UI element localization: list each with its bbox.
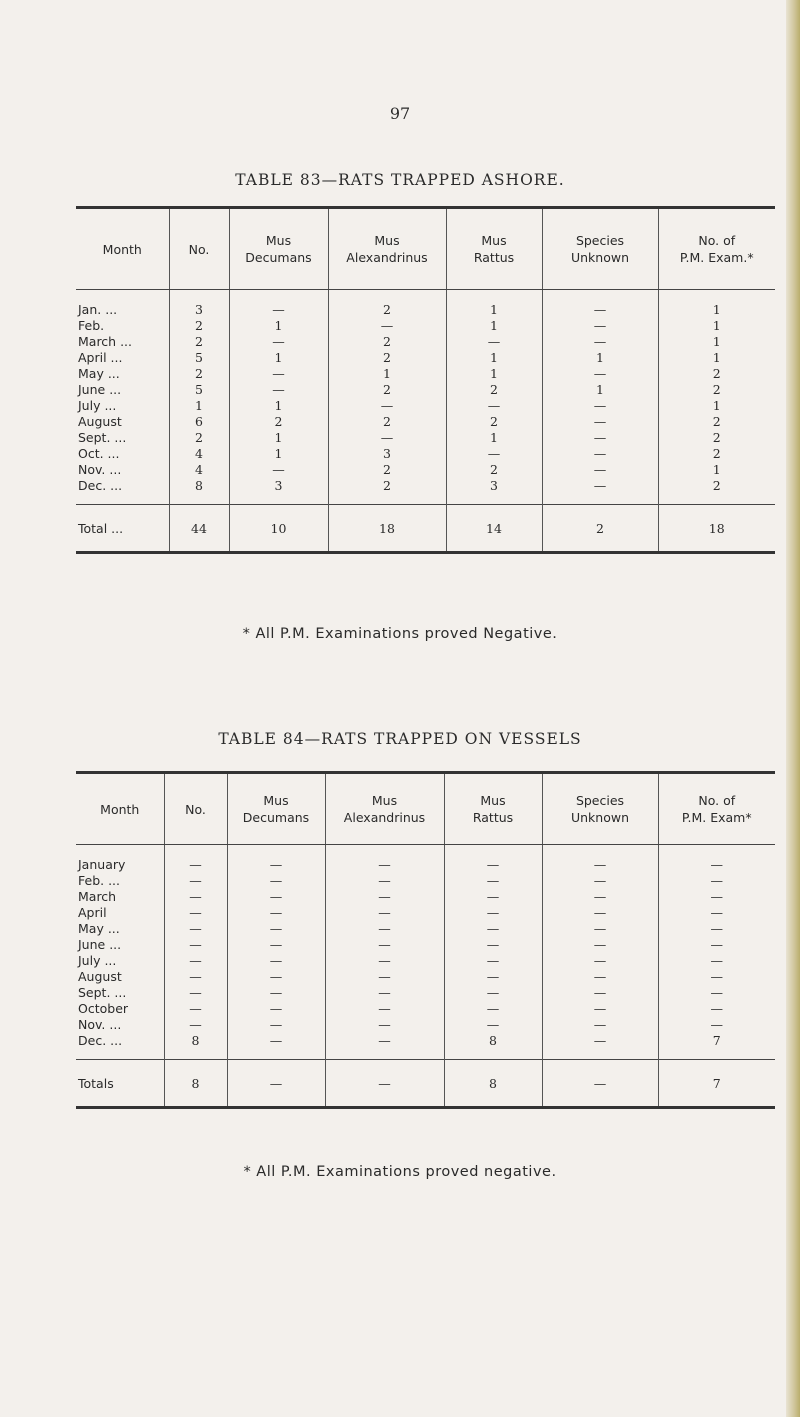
value-cell: 2 — [658, 382, 775, 398]
value-cell: — — [658, 985, 775, 1001]
column-header: Mus Decumans — [229, 208, 328, 290]
value-cell: 2 — [169, 318, 229, 334]
value-cell: — — [325, 953, 444, 969]
table-row — [76, 889, 775, 905]
table-row — [76, 845, 775, 874]
value-cell: 2 — [328, 382, 446, 398]
value-cell: — — [542, 318, 658, 334]
value-cell: — — [227, 905, 325, 921]
month-cell: Sept. ... — [78, 430, 127, 445]
total-value: — — [227, 1060, 325, 1108]
total-value: 14 — [446, 505, 542, 553]
value-cell: — — [164, 889, 227, 905]
total-value: — — [325, 1060, 444, 1108]
table-row — [76, 430, 775, 446]
table-row — [76, 366, 775, 382]
table-83 — [76, 206, 775, 554]
value-cell: — — [164, 845, 227, 874]
column-header: Species Unknown — [542, 208, 658, 290]
value-cell: — — [325, 1033, 444, 1060]
value-cell: — — [658, 921, 775, 937]
table-row — [76, 382, 775, 398]
month-cell: May ... — [78, 921, 120, 936]
value-cell: — — [328, 318, 446, 334]
value-cell: — — [164, 905, 227, 921]
column-header: Mus Rattus — [444, 773, 542, 845]
page-number: 97 — [389, 104, 411, 123]
column-header: Month — [76, 773, 164, 845]
total-value: 18 — [328, 505, 446, 553]
value-cell: — — [658, 969, 775, 985]
table-row — [76, 318, 775, 334]
value-cell: — — [658, 953, 775, 969]
value-cell: — — [325, 1001, 444, 1017]
total-value: 7 — [658, 1060, 775, 1108]
value-cell: — — [542, 969, 658, 985]
value-cell: — — [325, 889, 444, 905]
table-row — [76, 1001, 775, 1017]
month-cell: Dec. ... — [78, 1033, 123, 1048]
total-value: 8 — [444, 1060, 542, 1108]
table-84-title: TABLE 84—RATS TRAPPED ON VESSELS — [218, 730, 582, 748]
value-cell: 1 — [229, 446, 328, 462]
value-cell: — — [658, 845, 775, 874]
value-cell: — — [444, 985, 542, 1001]
value-cell: 2 — [229, 414, 328, 430]
value-cell: — — [542, 290, 658, 319]
column-header: No. — [164, 773, 227, 845]
value-cell: 3 — [169, 290, 229, 319]
month-cell: August — [78, 414, 122, 429]
value-cell: 2 — [446, 414, 542, 430]
table-84-footnote: * All P.M. Examinations proved negative. — [243, 1164, 557, 1180]
value-cell: 1 — [446, 318, 542, 334]
value-cell: 1 — [446, 366, 542, 382]
value-cell: — — [164, 873, 227, 889]
column-header: Mus Rattus — [446, 208, 542, 290]
value-cell: 1 — [658, 290, 775, 319]
value-cell: — — [227, 845, 325, 874]
value-cell: 2 — [446, 382, 542, 398]
total-value: 18 — [658, 505, 775, 553]
value-cell: 4 — [169, 462, 229, 478]
value-cell: — — [164, 969, 227, 985]
value-cell: — — [227, 1017, 325, 1033]
value-cell: 2 — [658, 446, 775, 462]
value-cell: 6 — [169, 414, 229, 430]
value-cell: — — [542, 430, 658, 446]
total-label: Totals — [76, 1060, 164, 1108]
value-cell: 8 — [169, 478, 229, 505]
table-83-header-row — [76, 208, 775, 290]
value-cell: 1 — [328, 366, 446, 382]
value-cell: — — [658, 937, 775, 953]
value-cell: 1 — [658, 398, 775, 414]
value-cell: 2 — [169, 430, 229, 446]
value-cell: — — [542, 845, 658, 874]
value-cell: — — [227, 873, 325, 889]
value-cell: — — [542, 446, 658, 462]
value-cell: — — [542, 937, 658, 953]
table-row — [76, 921, 775, 937]
value-cell: — — [229, 334, 328, 350]
value-cell: — — [229, 462, 328, 478]
value-cell: 1 — [446, 430, 542, 446]
value-cell: — — [444, 937, 542, 953]
value-cell: 2 — [328, 350, 446, 366]
page-edge — [786, 0, 800, 1417]
column-header: Mus Alexandrinus — [328, 208, 446, 290]
value-cell: — — [444, 905, 542, 921]
value-cell: — — [164, 1001, 227, 1017]
value-cell: — — [227, 1033, 325, 1060]
value-cell: — — [542, 478, 658, 505]
value-cell: — — [542, 414, 658, 430]
value-cell: 1 — [658, 350, 775, 366]
month-cell: May ... — [78, 366, 120, 381]
total-row — [76, 1060, 775, 1108]
month-cell: August — [78, 969, 122, 984]
value-cell: — — [444, 1001, 542, 1017]
table-83-footnote: * All P.M. Examinations proved Negative. — [242, 626, 558, 642]
value-cell: 2 — [658, 430, 775, 446]
table-row — [76, 1017, 775, 1033]
value-cell: — — [542, 889, 658, 905]
table-row — [76, 414, 775, 430]
month-cell: Jan. ... — [78, 302, 118, 317]
value-cell: — — [542, 462, 658, 478]
value-cell: — — [227, 953, 325, 969]
value-cell: 2 — [328, 334, 446, 350]
value-cell: 5 — [169, 350, 229, 366]
value-cell: — — [658, 905, 775, 921]
total-row — [76, 505, 775, 553]
month-cell: July ... — [78, 398, 117, 413]
value-cell: 1 — [446, 290, 542, 319]
value-cell: 2 — [446, 462, 542, 478]
value-cell: 7 — [658, 1033, 775, 1060]
table-row — [76, 969, 775, 985]
value-cell: — — [164, 953, 227, 969]
value-cell: — — [542, 334, 658, 350]
table-83-title: TABLE 83—RATS TRAPPED ASHORE. — [235, 171, 565, 189]
table-row — [76, 446, 775, 462]
value-cell: 2 — [328, 414, 446, 430]
value-cell: 2 — [328, 478, 446, 505]
value-cell: — — [444, 845, 542, 874]
value-cell: 1 — [169, 398, 229, 414]
month-cell: Oct. ... — [78, 446, 120, 461]
value-cell: 1 — [229, 398, 328, 414]
month-cell: March — [78, 889, 117, 904]
value-cell: — — [444, 873, 542, 889]
table-row — [76, 334, 775, 350]
value-cell: — — [444, 921, 542, 937]
value-cell: — — [227, 921, 325, 937]
table-84 — [76, 771, 775, 1109]
column-header: No. of P.M. Exam.* — [658, 208, 775, 290]
value-cell: 2 — [658, 478, 775, 505]
value-cell: — — [446, 398, 542, 414]
table-row — [76, 478, 775, 505]
total-value: 2 — [542, 505, 658, 553]
value-cell: — — [325, 937, 444, 953]
month-cell: Nov. ... — [78, 1017, 122, 1032]
month-cell: Feb. ... — [78, 873, 120, 888]
value-cell: — — [164, 985, 227, 1001]
value-cell: — — [542, 953, 658, 969]
value-cell: — — [542, 921, 658, 937]
month-cell: June ... — [78, 937, 122, 952]
value-cell: 1 — [446, 350, 542, 366]
table-row — [76, 953, 775, 969]
value-cell: 1 — [229, 318, 328, 334]
value-cell: 8 — [444, 1033, 542, 1060]
month-cell: July ... — [78, 953, 117, 968]
value-cell: — — [444, 953, 542, 969]
total-value: 8 — [164, 1060, 227, 1108]
value-cell: — — [444, 969, 542, 985]
value-cell: — — [227, 1001, 325, 1017]
value-cell: — — [229, 290, 328, 319]
value-cell: — — [325, 921, 444, 937]
month-cell: Feb. — [78, 318, 105, 333]
value-cell: 3 — [328, 446, 446, 462]
month-cell: October — [78, 1001, 129, 1016]
value-cell: 1 — [658, 318, 775, 334]
total-label: Total ... — [76, 505, 169, 553]
value-cell: — — [325, 845, 444, 874]
column-header: Species Unknown — [542, 773, 658, 845]
month-cell: April — [78, 905, 107, 920]
column-header: No. — [169, 208, 229, 290]
month-cell: April ... — [78, 350, 123, 365]
table-row — [76, 937, 775, 953]
value-cell: — — [164, 921, 227, 937]
value-cell: — — [446, 334, 542, 350]
month-cell: June ... — [78, 382, 122, 397]
value-cell: — — [227, 937, 325, 953]
value-cell: 8 — [164, 1033, 227, 1060]
value-cell: — — [325, 1017, 444, 1033]
value-cell: 1 — [658, 334, 775, 350]
value-cell: 2 — [658, 366, 775, 382]
table-row — [76, 985, 775, 1001]
total-value: 44 — [169, 505, 229, 553]
value-cell: 1 — [542, 382, 658, 398]
value-cell: — — [325, 969, 444, 985]
value-cell: — — [444, 889, 542, 905]
table-row — [76, 462, 775, 478]
value-cell: 3 — [229, 478, 328, 505]
value-cell: — — [542, 905, 658, 921]
month-cell: January — [78, 857, 126, 872]
month-cell: Nov. ... — [78, 462, 122, 477]
value-cell: — — [227, 889, 325, 905]
value-cell: — — [227, 985, 325, 1001]
table-row — [76, 350, 775, 366]
value-cell: — — [328, 430, 446, 446]
table-row — [76, 873, 775, 889]
column-header: Mus Decumans — [227, 773, 325, 845]
value-cell: — — [542, 1001, 658, 1017]
table-84-body — [76, 845, 775, 1108]
table-row — [76, 290, 775, 319]
value-cell: 4 — [169, 446, 229, 462]
value-cell: — — [542, 1017, 658, 1033]
value-cell: — — [542, 985, 658, 1001]
value-cell: — — [227, 969, 325, 985]
value-cell: 3 — [446, 478, 542, 505]
value-cell: 2 — [658, 414, 775, 430]
column-header: Mus Alexandrinus — [325, 773, 444, 845]
value-cell: — — [325, 905, 444, 921]
value-cell: — — [658, 1001, 775, 1017]
table-row — [76, 398, 775, 414]
table-83-body — [76, 290, 775, 553]
value-cell: 1 — [229, 430, 328, 446]
value-cell: — — [446, 446, 542, 462]
value-cell: 2 — [328, 290, 446, 319]
value-cell: — — [164, 937, 227, 953]
month-cell: Dec. ... — [78, 478, 123, 493]
value-cell: — — [444, 1017, 542, 1033]
value-cell: 2 — [169, 366, 229, 382]
value-cell: — — [658, 1017, 775, 1033]
value-cell: — — [542, 1033, 658, 1060]
table-row — [76, 905, 775, 921]
value-cell: — — [325, 873, 444, 889]
value-cell: — — [325, 985, 444, 1001]
value-cell: 2 — [328, 462, 446, 478]
value-cell: 1 — [229, 350, 328, 366]
table-row — [76, 1033, 775, 1060]
value-cell: — — [542, 873, 658, 889]
value-cell: 1 — [658, 462, 775, 478]
total-value: 10 — [229, 505, 328, 553]
column-header: Month — [76, 208, 169, 290]
column-header: No. of P.M. Exam* — [658, 773, 775, 845]
value-cell: 2 — [169, 334, 229, 350]
value-cell: 1 — [542, 350, 658, 366]
value-cell: — — [229, 382, 328, 398]
value-cell: — — [542, 398, 658, 414]
value-cell: 5 — [169, 382, 229, 398]
total-value: — — [542, 1060, 658, 1108]
month-cell: March ... — [78, 334, 132, 349]
value-cell: — — [164, 1017, 227, 1033]
value-cell: — — [328, 398, 446, 414]
value-cell: — — [658, 873, 775, 889]
month-cell: Sept. ... — [78, 985, 127, 1000]
value-cell: — — [542, 366, 658, 382]
value-cell: — — [229, 366, 328, 382]
value-cell: — — [658, 889, 775, 905]
table-84-header-row — [76, 773, 775, 845]
